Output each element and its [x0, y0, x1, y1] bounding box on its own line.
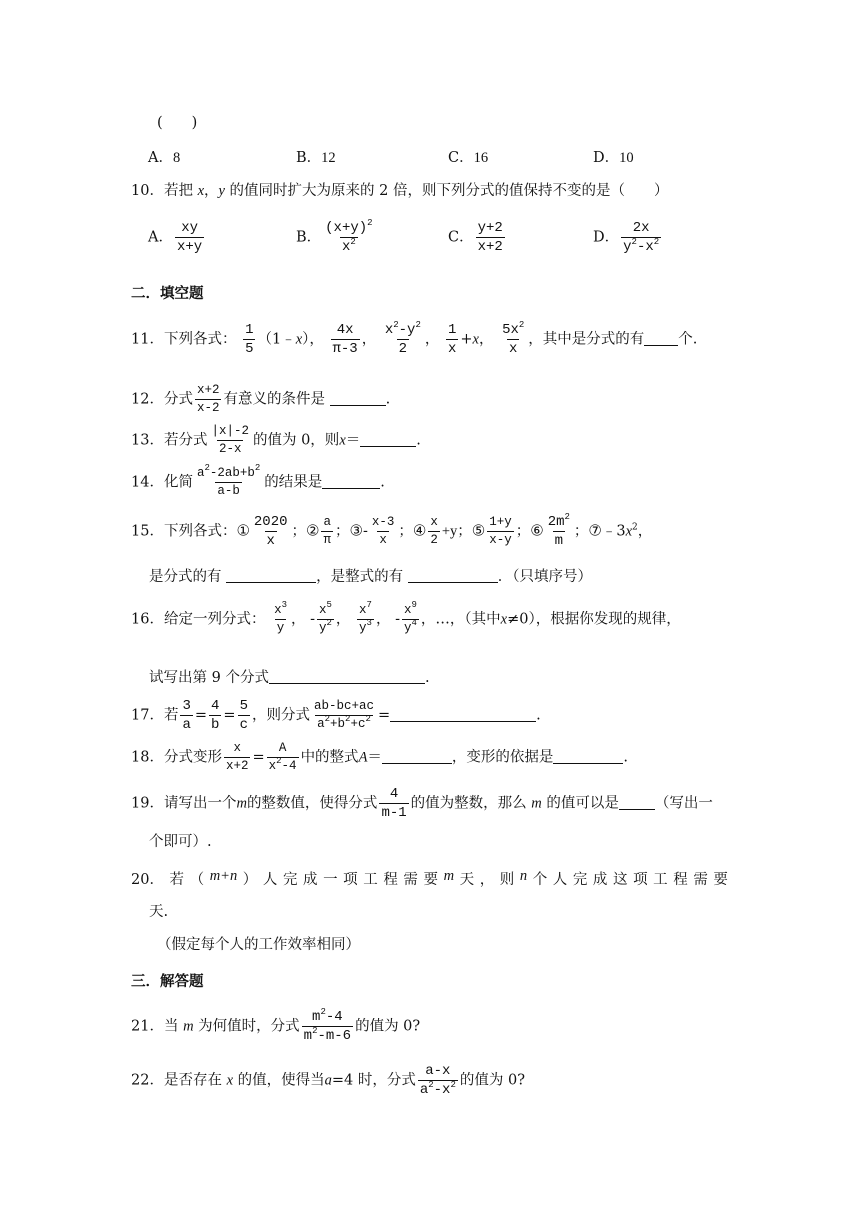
- q20-line2: 天.: [149, 904, 169, 920]
- q14: 14．化简 $\frac{a^2-2ab+b^2}{a-b}$ 的结果是 .: [131, 463, 385, 498]
- q20-token: m+n: [209, 868, 238, 884]
- q21: 21．当 m 为何值时，分式 $\frac{m^2-4}{m^2-m-6}$ 的值为 0?: [131, 1007, 421, 1044]
- q10-option-d: D． $\frac{2x}{y^2-x^2}$: [593, 220, 660, 255]
- q20-note: （假定每个人的工作效率相同）: [157, 937, 360, 953]
- q20-token: 成: [592, 872, 608, 888]
- q12-answer-blank[interactable]: [330, 391, 386, 406]
- q20-token: 要: [713, 872, 728, 888]
- q20-line1: [131, 868, 728, 889]
- q19-line1: 19．请写出一个m的整数值，使得分式 $\frac{4}{m-1}$ 的值为整数，那么 m 的值可以是 （写出一: [131, 786, 713, 821]
- q20-token: 项: [343, 872, 358, 888]
- q20-token: 完: [282, 872, 298, 888]
- section-title-solve: 三．解答题: [131, 974, 204, 990]
- q14-answer-blank[interactable]: [322, 474, 380, 489]
- q20-token: 人: [262, 872, 278, 888]
- q10-stem: 10．若把 x，y 的值同时扩大为原来的 2 倍，则下列分式的值保持不变的是（ ）: [131, 183, 669, 199]
- q10-option-a: A． $\frac{xy}{x+y}$: [148, 220, 203, 255]
- q20-token: 程: [673, 872, 688, 888]
- q13-answer-blank[interactable]: [360, 432, 416, 447]
- q13: 13．若分式 $\frac{|x|-2}{2-x}$ 的值为 0，则x＝ .: [131, 424, 421, 456]
- q20-token: 20．: [131, 872, 164, 888]
- q9-answer-paren: ( ): [157, 115, 198, 131]
- q15-line2: 是分式的有 ，是整式的有 ．（只填序号）: [149, 569, 592, 585]
- q20-token: 一: [323, 872, 338, 888]
- q9-option-c: C．16: [448, 150, 489, 166]
- q15-line1: 15．下列各式：① $\frac{2020}{x}$ ；② $\frac{a}{\pi}$ ；③- $\frac{x-3}{x}$ ；④ $\frac{x}{2}$ +y；⑤ $\frac{1+y}{x-y}$ ；⑥ $\frac{2m^2}{m}$ ；$⑦﹣3x^2$，: [131, 512, 653, 549]
- q20-token: 若: [169, 872, 185, 888]
- q18-reason-blank[interactable]: [553, 749, 623, 764]
- q22: 22．是否存在 x 的值，使得当a=4 时，分式 $\frac{a-x}{a^2-x^2}$ 的值为 0?: [131, 1063, 525, 1098]
- q19-line2: 个即可）.: [149, 834, 212, 850]
- q11: 11．下列各式： $\frac{1}{5}$ （1﹣x）， $\frac{4x}{\pi-3}$ ， $\frac{x^2-y^2}{2}$ ， $\frac{1}{x}$ +x， $\frac{5x^2}{x}$ ，其中是分式的有 个.: [131, 320, 698, 357]
- q20-token: 项: [633, 872, 648, 888]
- q20-token: 这: [613, 872, 628, 888]
- q12: 12．分式 $\frac{x+2}{x-2}$ 有意义的条件是 .: [131, 383, 391, 415]
- q20-token: 成: [303, 872, 318, 888]
- q20-token: （: [189, 872, 205, 888]
- section-title-fill-in: 二．填空题: [131, 286, 204, 302]
- q20-token: 个: [532, 872, 548, 888]
- q15-fraction-blank[interactable]: [226, 568, 316, 583]
- q9-option-b: B．12: [296, 150, 336, 166]
- q19-answer-blank[interactable]: [619, 795, 655, 810]
- q20-token: 要: [423, 872, 438, 888]
- q20-token: 人: [552, 872, 568, 888]
- q11-answer-blank[interactable]: [644, 331, 678, 346]
- q20-token: 则: [499, 872, 515, 888]
- q16-answer-blank[interactable]: [269, 669, 425, 684]
- q17-answer-blank[interactable]: [390, 707, 536, 722]
- q20-token: 天: [459, 872, 475, 888]
- q18: 18．分式变形 $\frac{x}{x+2}$ = $\frac{A}{x^2-4}$ 中的整式A＝ ，变形的依据是 .: [131, 741, 629, 773]
- q17: 17．若 $\frac{3}{a}$ = $\frac{4}{b}$ = $\frac{5}{c}$ ，则分式 $\frac{ab-bc+ac}{a^2+b^2+c^2}$ = .: [131, 698, 541, 733]
- q20-token: 完: [572, 872, 588, 888]
- q10-option-b: B． $\frac{(x+y)^2}{x^2}$: [296, 218, 373, 255]
- q9-option-a: A．8: [148, 150, 181, 166]
- q20-token: 程: [383, 872, 398, 888]
- q16-line1: 16．给定一列分式： $\frac{x^3}{y}$ ， - $\frac{x^5}{y^2}$ ， $\frac{x^7}{y^3}$ ， - $\frac{x^9}{y^4}$ ，…，（其中x≠0），根据你发现的规律，: [131, 600, 681, 635]
- q20-token: 需: [403, 872, 418, 888]
- q20-token: ，: [479, 872, 495, 888]
- q20-token: ）: [242, 872, 258, 888]
- q16-line2: 试写出第 9 个分式 .: [149, 670, 430, 686]
- q20-token: 工: [653, 872, 668, 888]
- q9-option-d: D．10: [593, 150, 634, 166]
- q10-option-c: C． $\frac{y+2}{x+2}$: [448, 220, 503, 255]
- q18-polynomial-blank[interactable]: [382, 749, 452, 764]
- q15-polynomial-blank[interactable]: [408, 568, 498, 583]
- q20-token: 需: [693, 872, 708, 888]
- q20-token: 工: [363, 872, 378, 888]
- q20-token: n: [519, 868, 528, 884]
- q20-token: m: [443, 868, 455, 884]
